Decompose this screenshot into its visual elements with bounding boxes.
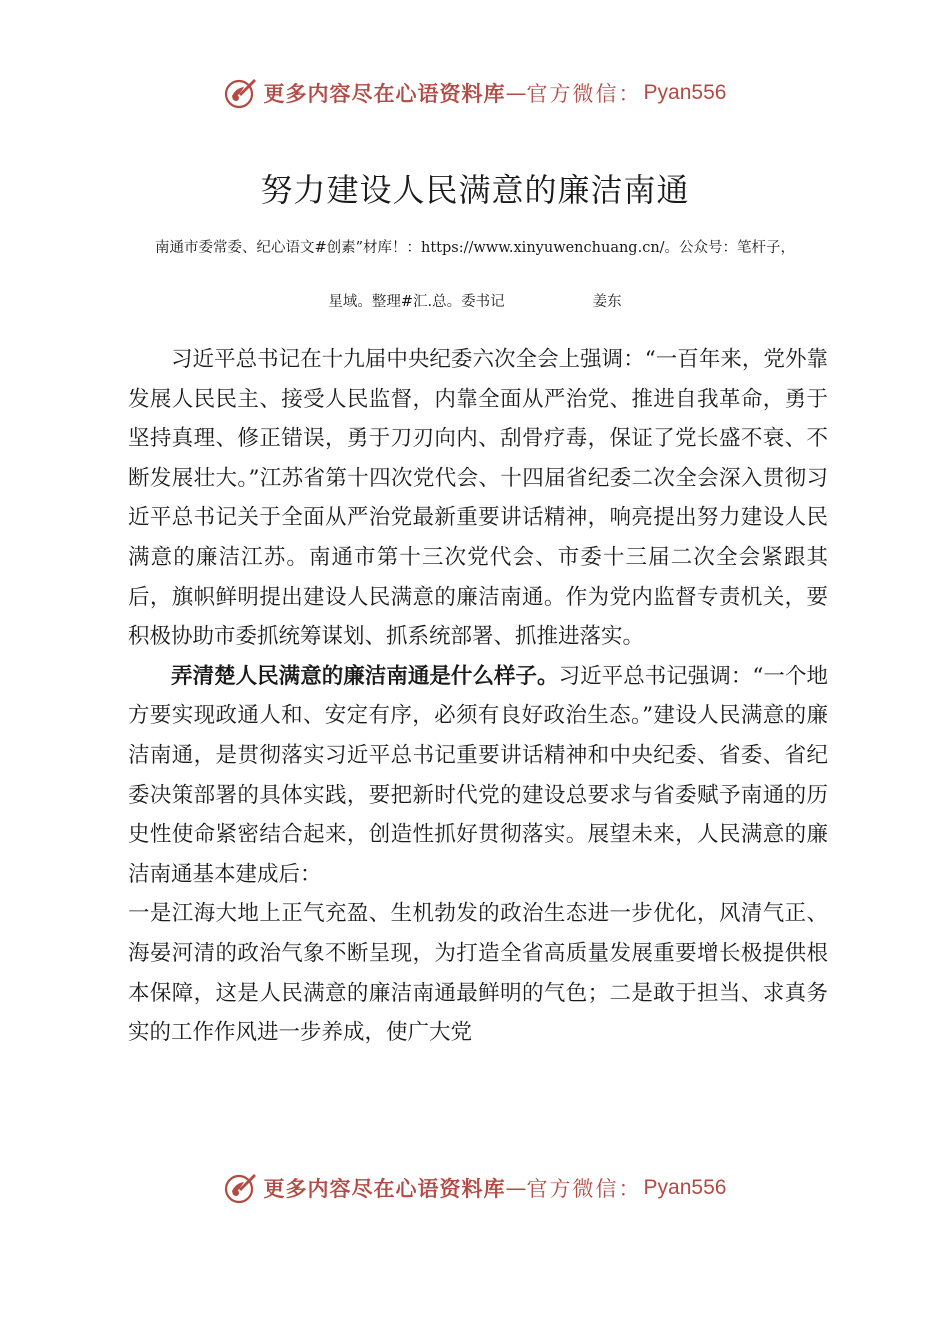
byline-line-2 [90,290,860,311]
banner-text: 更多内容尽在心语资料库 [263,1176,506,1201]
footer-banner[interactable] [0,1168,950,1208]
paragraph-2-heading: 弄清楚人民满意的廉洁南通是什么样子。 [171,663,559,689]
banner-text: 更多内容尽在心语资料库 [263,81,506,106]
banner-wechat-id: Pyan556 [643,81,727,104]
banner-dash: — [505,81,527,105]
byline-role: 星域。整理#汇.总。委书记 [328,294,505,310]
banner-dash: — [505,1176,527,1200]
banner-wechat-id: Pyan556 [643,1176,727,1199]
banner-wechat-label: 官方微信： [526,82,642,106]
document-title: 努力建设人民满意的廉洁南通 [260,171,690,209]
header-banner[interactable] [0,73,950,113]
byline-author: 姜东 [592,294,622,310]
article-body [128,340,828,1053]
banner-wechat-label: 官方微信： [526,1177,642,1201]
byline-line-1: 南通市委常委、纪心语文#创素”材库！：https://www.xinyuwenchuang.cn/。公众号：笔杆子， [154,240,796,256]
paragraph-3: 一是江海大地上正气充盈、生机勃发的政治生态进一步优化，风清气正、海晏河清的政治气象不断呈现，为打造全省高质量发展重要增长极提供根本保障，这是人民满意的廉洁南通最鲜明的气色；二是敢于担当、求真务实的工作作风进一步养成，使广大党 [128,901,828,1046]
quill-seal-icon [224,1171,258,1205]
paragraph-1: 习近平总书记在十九届中央纪委六次全会上强调：“一百年来，党外靠发展人民民主、接受人民监督，内靠全面从严治党、推进自我革命，勇于坚持真理、修正错误，勇于刀刃向内、刮骨疗毒，保证了党长盛不衰、不断发展壮大。”江苏省第十四次党代会、十四届省纪委二次全会深入贯彻习近平总书记关于全面从严治党最新重要讲话精神，响亮提出努力建设人民满意的廉洁江苏。南通市第十三次党代会、市委十三届二次全会紧跟其后，旗帜鲜明提出建设人民满意的廉洁南通。作为党内监督专责机关，要积极协助市委抓统筹谋划、抓系统部署、抓推进落实。 [128,347,828,650]
quill-seal-icon [224,76,258,110]
paragraph-2-text: 习近平总书记强调：“一个地方要实现政通人和、安定有序，必须有良好政治生态。”建设人民满意的廉洁南通，是贯彻落实习近平总书记重要讲话精神和中央纪委、省委、省纪委决策部署的具体实践，要把新时代党的建设总要求与省委赋予南通的历史性使命紧密结合起来，创造性抓好贯彻落实。展望未来，人民满意的廉洁南通基本建成后： [128,663,828,887]
paragraph-2 [128,657,828,895]
